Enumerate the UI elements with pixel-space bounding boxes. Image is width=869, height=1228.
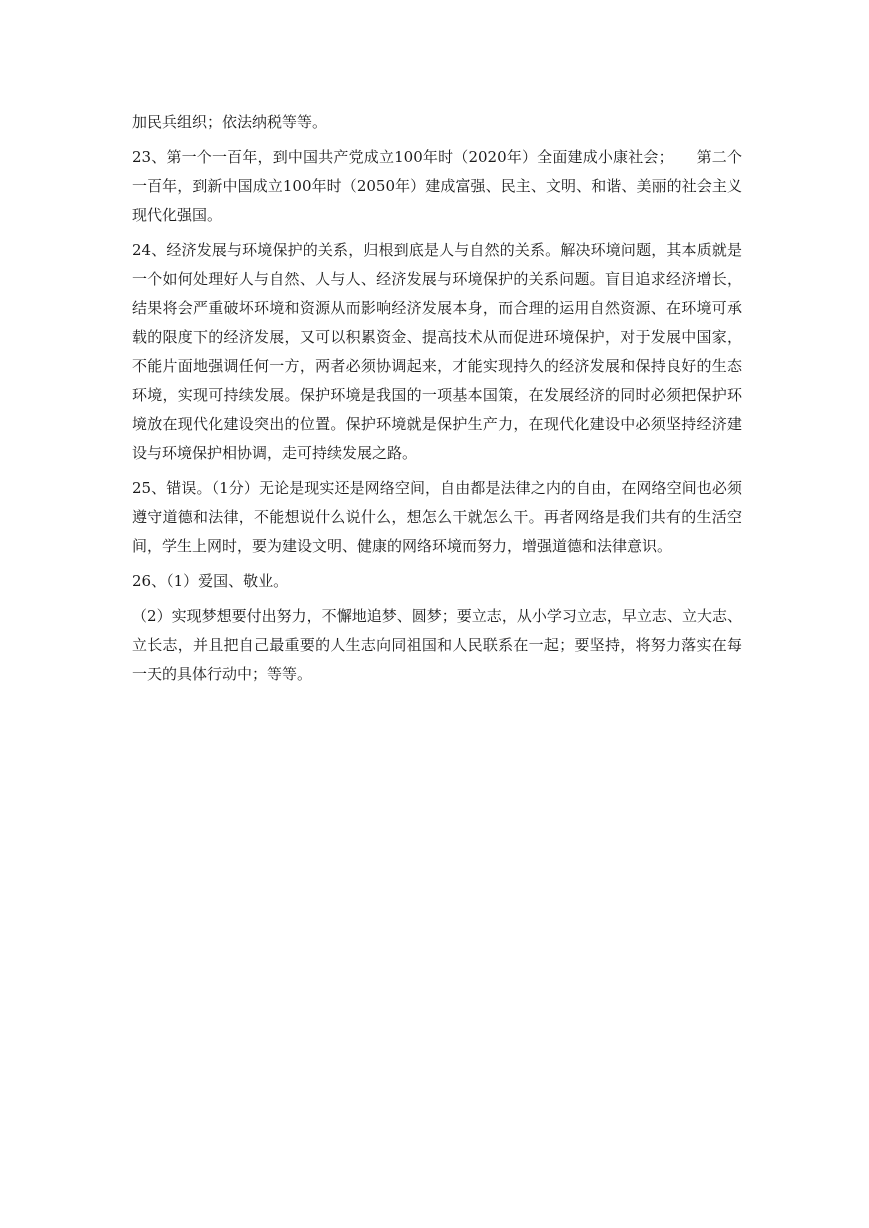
document-body [132,108,742,695]
answer-26-part-1: 26、（1）爱国、敬业。 [132,572,289,590]
answer-25: 25、错误。（1分）无论是现实还是网络空间，自由都是法律之内的自由，在网络空间也必须遵守道德和法律，不能想说什么说什么，想怎么干就怎么干。再者网络是我们共有的生活空间，学生上网时，要为建设文明、健康的网络环境而努力，增强道德和法律意识。 [132,479,742,555]
answer-23: 23、第一个一百年，到中国共产党成立100年时（2020年）全面建成小康社会； 第二个一百年，到新中国成立100年时（2050年）建成富强、民主、文明、和谐、美丽的社会主义现代化强国。 [132,148,742,224]
answer-26-part-2: （2）实现梦想要付出努力，不懈地追梦、圆梦；要立志，从小学习立志，早立志、立大志、立长志，并且把自己最重要的人生志向同祖国和人民联系在一起；要坚持，将努力落实在每一天的具体行动中；等等。 [132,607,742,683]
answer-24: 24、经济发展与环境保护的关系，归根到底是人与自然的关系。解决环境问题，其本质就是一个如何处理好人与自然、人与人、经济发展与环境保护的关系问题。盲目追求经济增长，结果将会严重破坏环境和资源从而影响经济发展本身，而合理的运用自然资源、在环境可承载的限度下的经济发展，又可以积累资金、提高技术从而促进环境保护，对于发展中国家，不能片面地强调任何一方，两者必须协调起来，才能实现持久的经济发展和保持良好的生态环境，实现可持续发展。保护环境是我国的一项基本国策，在发展经济的同时必须把保护环境放在现代化建设突出的位置。保护环境就是保护生产力，在现代化建设中必须坚持经济建设与环境保护相协调，走可持续发展之路。 [132,241,742,462]
paragraph-continuation: 加民兵组织；依法纳税等等。 [132,113,328,131]
